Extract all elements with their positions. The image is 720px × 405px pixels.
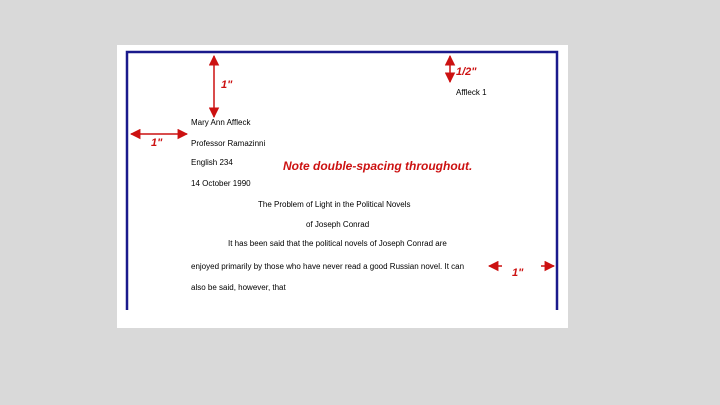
title-line-1: The Problem of Light in the Political Novels [258, 200, 411, 209]
body-line-2: enjoyed primarily by those who have never read a good Russian novel. It can [191, 262, 465, 271]
right-margin-label: 1" [512, 267, 524, 279]
page-diagram [117, 45, 568, 328]
running-header: Affleck 1 [456, 88, 487, 97]
heading-professor: Professor Ramazinni [191, 139, 266, 148]
top-margin-label: 1" [221, 79, 233, 91]
heading-name: Mary Ann Affleck [191, 118, 251, 127]
slide-canvas [117, 45, 568, 328]
left-margin-label: 1" [151, 137, 163, 149]
body-line-3: also be said, however, that [191, 283, 286, 292]
body-line-1: It has been said that the political novels of Joseph Conrad are [228, 239, 447, 248]
title-line-2: of Joseph Conrad [306, 220, 370, 229]
heading-date: 14 October 1990 [191, 179, 251, 188]
header-margin-label: 1/2" [456, 66, 477, 78]
heading-course: English 234 [191, 158, 233, 167]
double-spacing-note: Note double-spacing throughout. [283, 159, 473, 173]
